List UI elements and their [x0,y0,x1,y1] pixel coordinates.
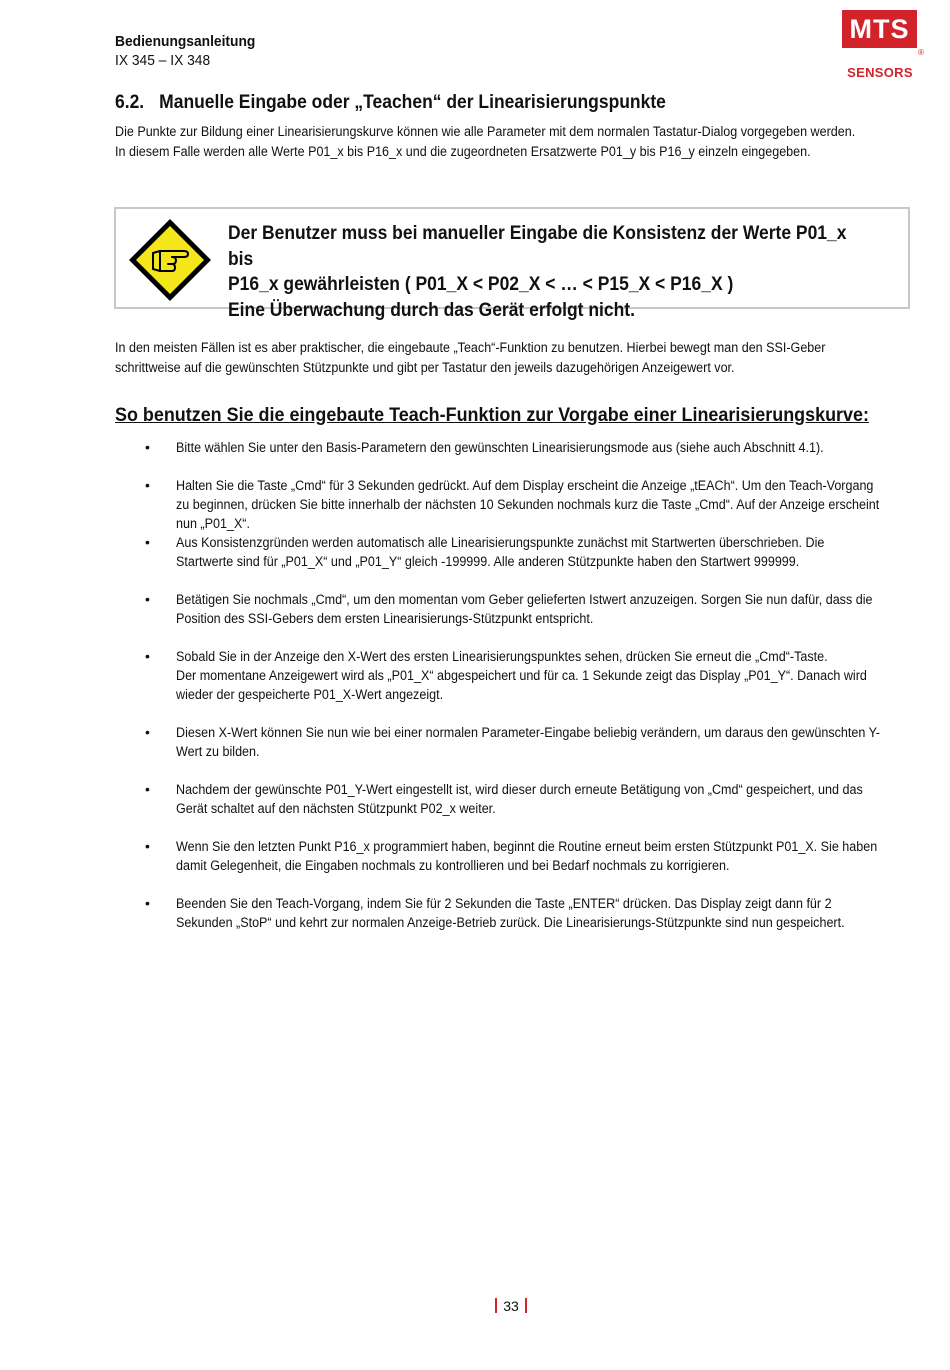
list-item: • Aus Konsistenzgründen werden automatisch alle Linearisierungspunkte zunächst mit Startwerten überschrieben. Die Startwerte sind für „P01_X“ und „P01_Y“ gleich -199999. Alle anderen Stützpunkte haben den Startwert 999999. [145,533,905,571]
notice-line-2: P16_x gewährleisten ( P01_X < P02_X < … < P15_X < P16_X ) [228,274,734,295]
page-number [0,1298,950,1314]
teach-subheading: So benutzen Sie die eingebaute Teach-Funktion zur Vorgabe einer Linearisierungskurve: [115,404,869,426]
section-heading [115,92,666,114]
document-model-range: IX 345 – IX 348 [115,52,211,69]
notice-box [114,207,910,321]
teach-intro-paragraph: In den meisten Fällen ist es aber praktischer, die eingebaute „Teach“-Funktion zu benutzen. Hierbei bewegt man den SSI-Geber schrittweise auf die gewünschten Stützpunkte und gibt per Tastatur den jeweils dazugehörigen Anzeigewert vor. [115,340,826,375]
list-item: • Halten Sie die Taste „Cmd“ für 3 Sekunden gedrückt. Auf dem Display erscheint die Anzeige „tEACh“. Um den Teach-Vorgang zu beginnen, drücken Sie bitte innerhalb der nächsten 10 Sekunden nochmals kurz die Taste „Cmd“. Auf der Anzeige erscheint nun „P01_X“. [145,476,905,533]
mts-sensors-logo [842,10,928,82]
list-item: • Beenden Sie den Teach-Vorgang, indem Sie für 2 Sekunden die Taste „ENTER“ drücken. Das Display zeigt dann für 2 Sekunden „StoP“ und kehrt zur normalen Anzeige-Betrieb zurück. Die Linearisierungs-Stützpunkte sind nun gespeichert. [145,894,905,932]
document-header [115,32,268,71]
section-number: 6.2. [115,92,145,113]
page-number-right-bar [525,1298,527,1313]
section-title: Manuelle Eingabe oder „Teachen“ der Linearisierungspunkte [159,92,666,113]
document-title: Bedienungsanleitung [115,33,256,50]
list-item: • Sobald Sie in der Anzeige den X-Wert des ersten Linearisierungspunktes sehen, drücken Sie erneut die „Cmd“-Taste. Der momentane Anzeigewert wird als „P01_X“ abgespeichert und für ca. 1 Sekunde zeigt das Display „P01_Y“. Danach wird wieder der gespeicherte P01_X-Wert angezeigt. [145,647,905,704]
page-number-value: 33 [503,1298,519,1314]
list-item: • Betätigen Sie nochmals „Cmd“, um den momentan vom Geber gelieferten Istwert anzuzeigen. Sorgen Sie nun dafür, dass die Position des SSI-Gebers dem ersten Linearisierungs-Stützpunkt entspricht. [145,590,905,628]
intro-paragraph: Die Punkte zur Bildung einer Linearisierungskurve können wie alle Parameter mit dem normalen Tastatur-Dialog vorgegeben werden. In diesem Falle werden alle Werte P01_x bis P16_x und die zugeordneten Ersatzwerte P01_y bis P16_y einzeln eingegeben. [115,124,856,159]
list-item: • Diesen X-Wert können Sie nun wie bei einer normalen Parameter-Eingabe beliebig verändern, um daraus den gewünschten Y-Wert zu bilden. [145,723,905,761]
pointing-hand-warning-icon [127,217,213,303]
logo-brand: MTS [842,10,917,48]
notice-line-1: Der Benutzer muss bei manueller Eingabe die Konsistenz der Werte P01_x bis [228,223,847,270]
notice-line-3: Eine Überwachung durch das Gerät erfolgt nicht. [228,299,635,321]
list-item: • Wenn Sie den letzten Punkt P16_x programmiert haben, beginnt die Routine erneut beim ersten Stützpunkt P01_X. Sie haben damit Gelegenheit, die Eingaben nochmals zu kontrollieren und bei Bedarf nochmals zu korrigieren. [145,837,905,875]
logo-registered-mark: ® [918,48,924,57]
list-item: • Bitte wählen Sie unter den Basis-Parametern den gewünschten Linearisierungsmode aus (siehe auch Abschnitt 4.1). [145,438,905,457]
teach-steps-list [145,438,905,932]
notice-text [228,221,872,323]
logo-tagline: SENSORS [847,65,913,80]
page-number-left-bar [495,1298,497,1313]
list-item: • Nachdem der gewünschte P01_Y-Wert eingestellt ist, wird dieser durch erneute Betätigung von „Cmd“ gespeichert, und das Gerät schaltet auf den nächsten Stützpunkt P02_x weiter. [145,780,905,818]
